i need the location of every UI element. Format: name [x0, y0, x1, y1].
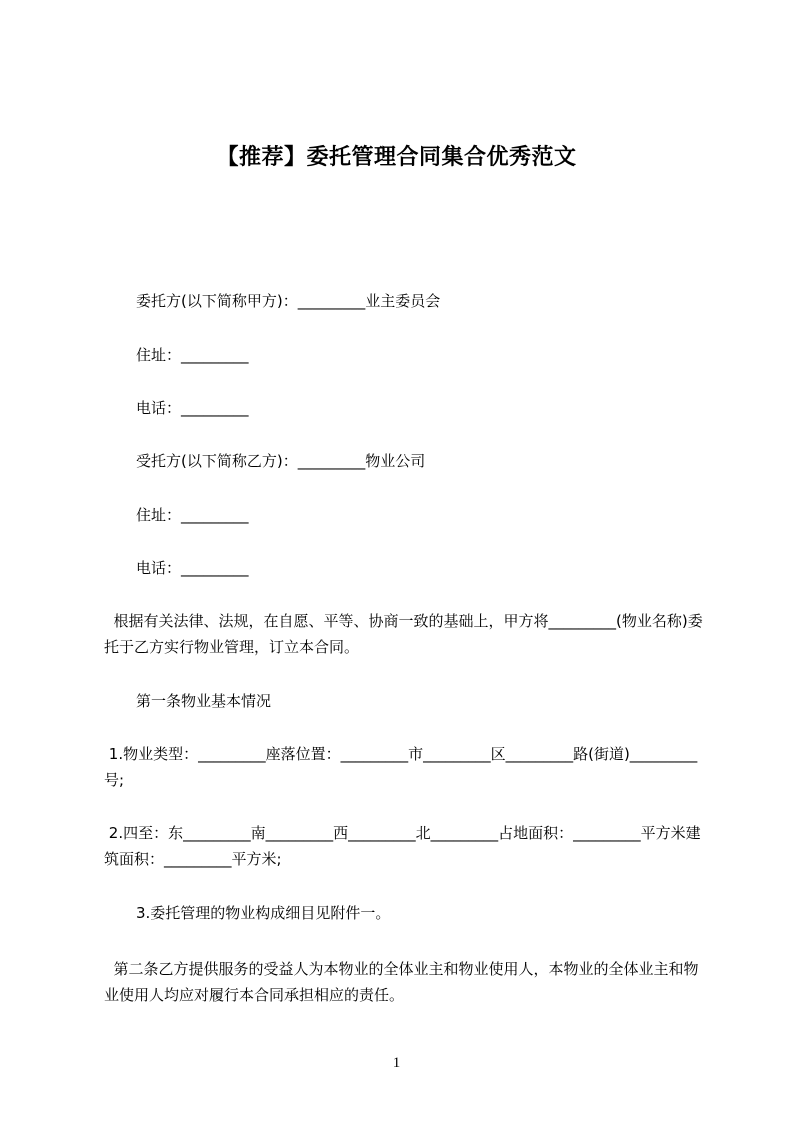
page-number: 1: [392, 1055, 401, 1071]
party-b-line: 受托方(以下简称乙方)：_________物业公司: [136, 452, 426, 470]
intro-paragraph: 根据有关法律、法规，在自愿、平等、协商一致的基础上，甲方将_________(物业名称)委托于乙方实行物业管理，订立本合同。: [104, 612, 703, 656]
article-1-heading: 第一条物业基本情况: [136, 692, 272, 710]
party-a-phone: 电话：_________: [136, 399, 249, 417]
party-a-line: 委托方(以下简称甲方)：_________业主委员会: [136, 292, 441, 310]
party-a-address: 住址：_________: [136, 346, 249, 364]
article-1-item-2: 2.四至：东_________南_________西_________北_________占地面积：_________平方米建筑面积：_________平方米;: [104, 824, 701, 868]
article-1-item-1: 1.物业类型：_________座落位置：_________市_________区_________路(街道)_________号;: [104, 745, 698, 789]
document-title: 【推荐】委托管理合同集合优秀范文: [216, 145, 577, 170]
article-1-item-3: 3.委托管理的物业构成细目见附件一。: [136, 904, 391, 922]
party-b-address: 住址：_________: [136, 506, 249, 524]
article-2-paragraph: 第二条乙方提供服务的受益人为本物业的全体业主和物业使用人，本物业的全体业主和物业使用人均应对履行本合同承担相应的责任。: [104, 960, 699, 1004]
party-b-phone: 电话：_________: [136, 559, 249, 577]
